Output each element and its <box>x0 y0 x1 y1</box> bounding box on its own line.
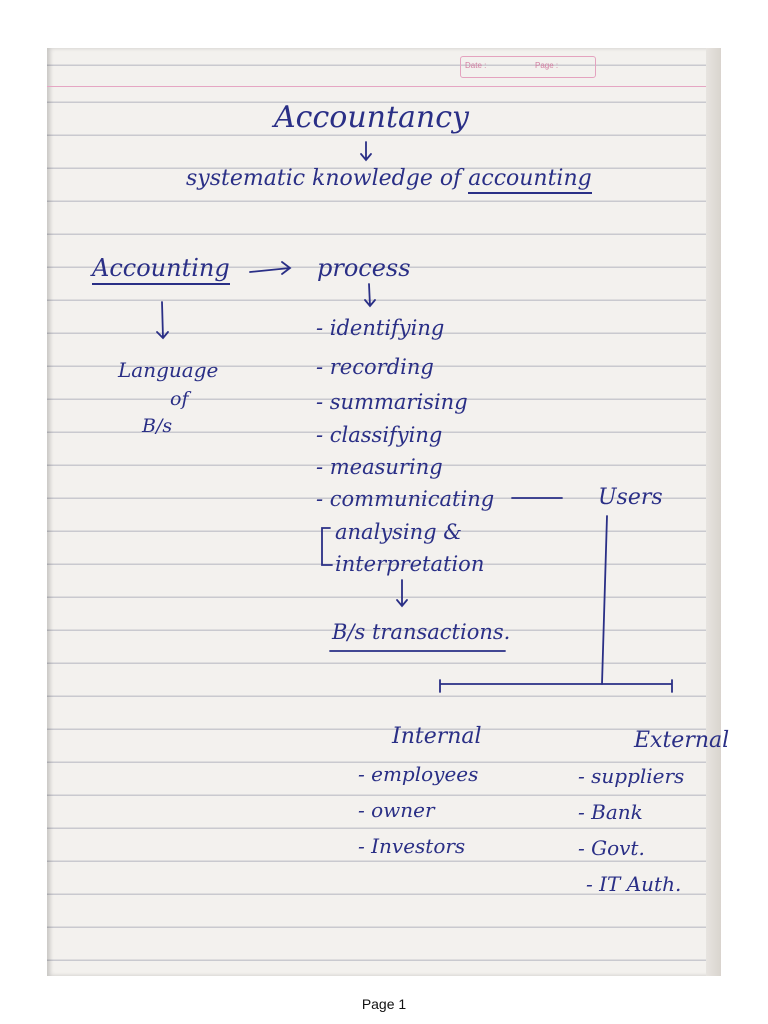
users-label: Users <box>598 485 663 510</box>
process-step: - identifying <box>316 316 445 340</box>
process-heading: process <box>317 254 411 282</box>
process-step: analysing & <box>335 520 462 544</box>
process-step: - communicating <box>316 487 495 511</box>
process-step: - summarising <box>316 390 468 414</box>
users-split-line <box>440 680 672 692</box>
accounting-heading: Accounting <box>92 254 230 285</box>
page-number: Page 1 <box>361 996 407 1012</box>
title-accountancy: Accountancy <box>274 100 469 135</box>
definition-text: systematic knowledge of <box>186 166 462 191</box>
external-item: - suppliers <box>578 764 685 788</box>
users-vertical-line <box>602 516 607 684</box>
internal-item: - owner <box>358 798 435 822</box>
arrow-down-icon <box>365 284 375 306</box>
external-heading: External <box>634 728 730 753</box>
language-line-3: B/s <box>142 415 173 437</box>
external-item: - IT Auth. <box>586 872 682 896</box>
internal-item: - employees <box>358 762 479 786</box>
process-step: - recording <box>316 355 434 379</box>
language-line-2: of <box>170 388 189 410</box>
page-label: Page : <box>535 61 559 70</box>
bracket-icon <box>322 528 332 565</box>
internal-heading: Internal <box>392 724 482 749</box>
process-step: - classifying <box>316 423 443 447</box>
process-step: interpretation <box>335 552 485 576</box>
definition-underlined-word: accounting <box>468 166 591 194</box>
arrow-down-icon <box>397 580 407 606</box>
internal-item: - Investors <box>358 834 466 858</box>
language-line-1: Language <box>118 358 219 382</box>
bs-transactions: B/s transactions. <box>332 620 511 644</box>
external-item: - Bank <box>578 800 643 824</box>
definition-line <box>186 166 592 191</box>
process-step: - measuring <box>316 455 443 479</box>
arrow-down-icon <box>157 302 168 338</box>
external-item: - Govt. <box>578 836 645 860</box>
arrow-right-icon <box>250 262 290 274</box>
arrow-down-icon <box>361 142 371 160</box>
date-label: Date : <box>465 61 487 70</box>
